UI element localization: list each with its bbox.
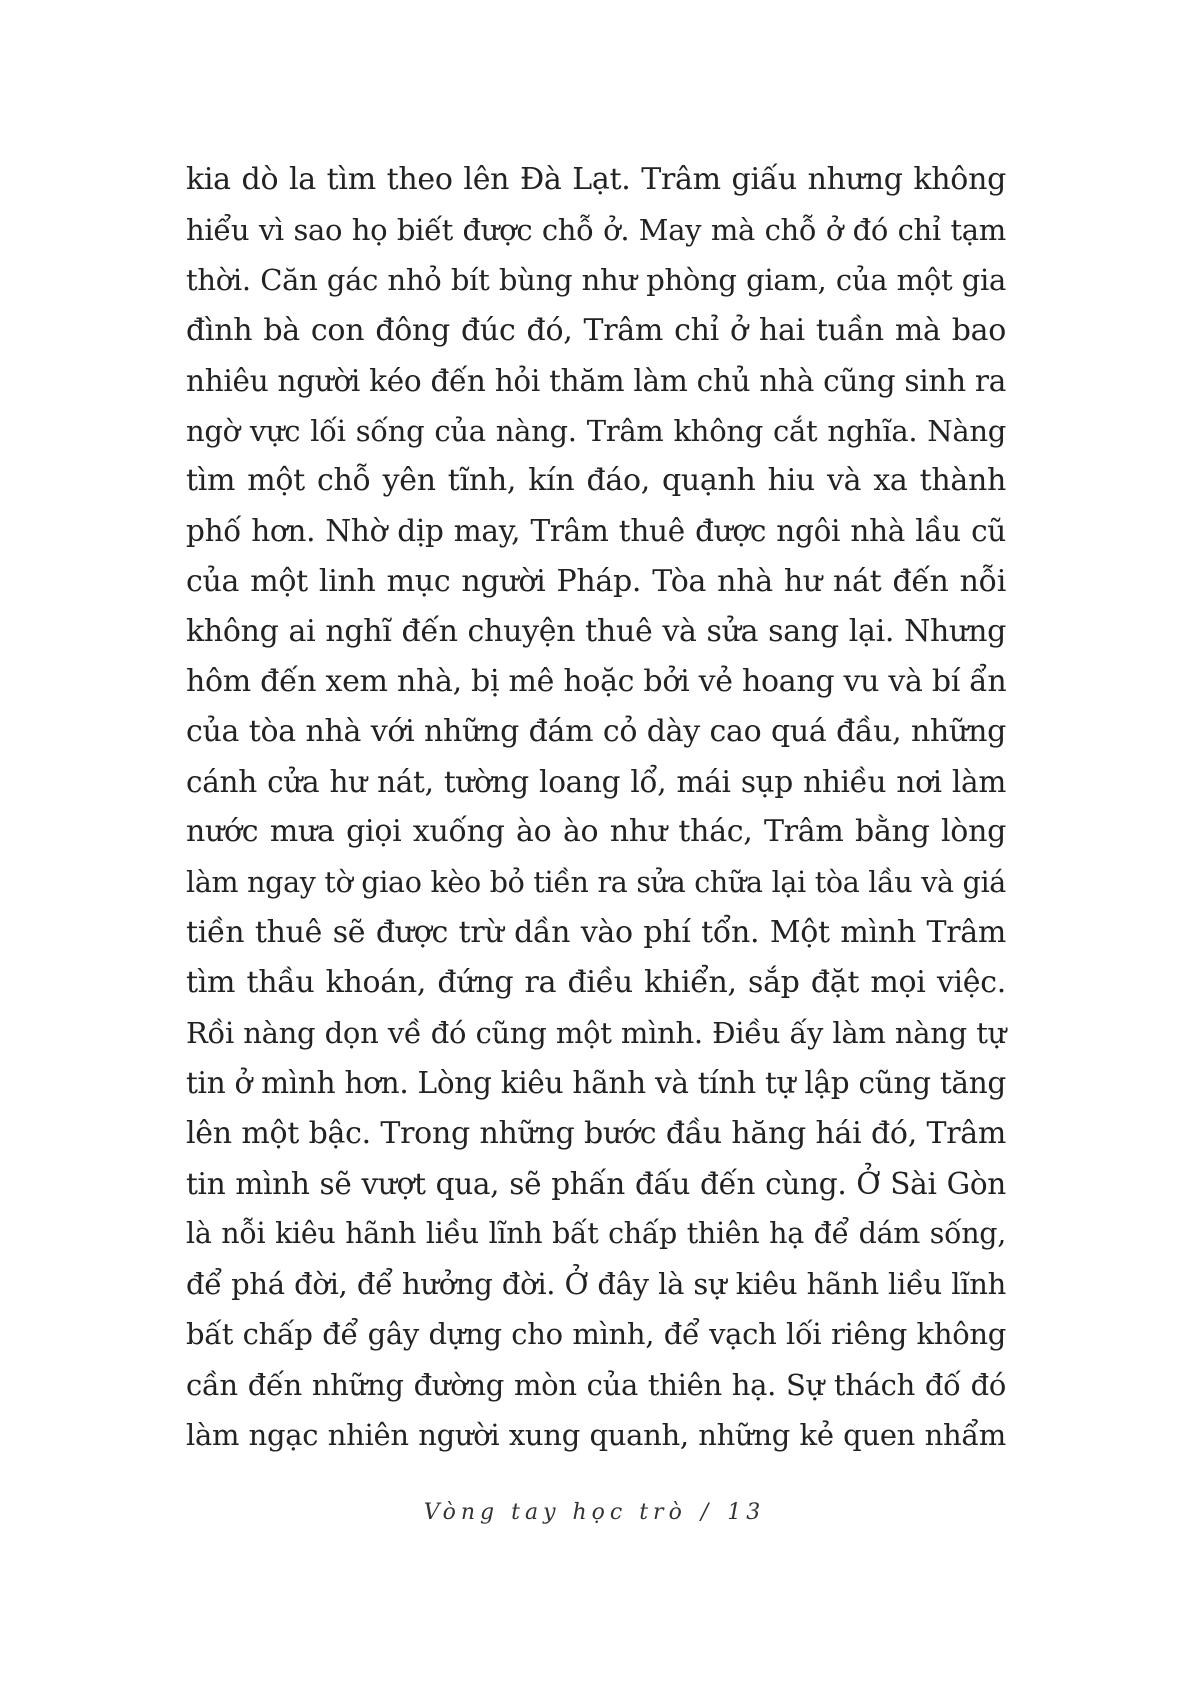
- body-text: [186, 155, 1006, 1460]
- text-line: bất chấp để gây dựng cho mình, để vạch lối riêng không: [186, 1317, 1006, 1352]
- text-line: không ai nghĩ đến chuyện thuê và sửa sang lại. Nhưng: [186, 613, 1006, 649]
- page-number: 13: [727, 1500, 766, 1525]
- text-line: Rồi nàng dọn về đó cũng một mình. Điều ấy làm nàng tự: [186, 1016, 1006, 1051]
- text-line: tin ở mình hơn. Lòng kiêu hãnh và tính tự lập cũng tăng: [186, 1066, 1006, 1101]
- text-line: nhiêu người kéo đến hỏi thăm làm chủ nhà cũng sinh ra: [186, 363, 1006, 398]
- text-line: là nỗi kiêu hãnh liều lĩnh bất chấp thiên hạ để dám sống,: [186, 1216, 1006, 1250]
- text-line: phố hơn. Nhờ dịp may, Trâm thuê được ngôi nhà lầu cũ: [186, 514, 1006, 549]
- text-line: ngờ vực lối sống của nàng. Trâm không cắt nghĩa. Nàng: [186, 413, 1006, 448]
- text-line: của tòa nhà với những đám cỏ dày cao quá đầu, những: [186, 714, 1006, 750]
- text-line: hiểu vì sao họ biết được chỗ ở. May mà chỗ ở đó chỉ tạm: [186, 213, 1006, 248]
- footer-separator: /: [700, 1500, 714, 1525]
- text-line: cần đến những đường mòn của thiên hạ. Sự thách đố đó: [186, 1367, 1006, 1402]
- text-line: kia dò la tìm theo lên Đà Lạt. Trâm giấu nhưng không: [186, 162, 1006, 197]
- running-footer: [0, 1500, 1189, 1525]
- text-line: tìm một chỗ yên tĩnh, kín đáo, quạnh hiu và xa thành: [186, 463, 1006, 499]
- text-line: làm ngạc nhiên người xung quanh, những kẻ quen nhẩm: [186, 1417, 1006, 1452]
- text-line: lên một bậc. Trong những bước đầu hăng hái đó, Trâm: [186, 1115, 1006, 1151]
- text-line: thời. Căn gác nhỏ bít bùng như phòng giam, của một gia: [186, 263, 1006, 298]
- text-line: nước mưa giọi xuống ào ào như thác, Trâm bằng lòng: [186, 814, 1006, 850]
- footer-book-title: Vòng tay học trò: [423, 1500, 687, 1525]
- text-line: hôm đến xem nhà, bị mê hoặc bởi vẻ hoang vu và bí ẩn: [186, 663, 1007, 699]
- text-line: của một linh mục người Pháp. Tòa nhà hư nát đến nỗi: [186, 563, 1006, 599]
- text-line: làm ngay tờ giao kèo bỏ tiền ra sửa chữa lại tòa lầu và giá: [186, 865, 1006, 899]
- text-line: tiền thuê sẽ được trừ dần vào phí tổn. Một mình Trâm: [186, 914, 1006, 950]
- text-line: để phá đời, để hưởng đời. Ở đây là sự kiêu hãnh liều lĩnh: [186, 1267, 1006, 1302]
- text-line: tìm thầu khoán, đứng ra điều khiển, sắp đặt mọi việc.: [186, 965, 1006, 1000]
- text-line: đình bà con đông đúc đó, Trâm chỉ ở hai tuần mà bao: [186, 312, 1006, 348]
- text-line: tin mình sẽ vượt qua, sẽ phấn đấu đến cùng. Ở Sài Gòn: [186, 1166, 1006, 1201]
- text-line: cánh cửa hư nát, tường loang lổ, mái sụp nhiều nơi làm: [186, 765, 1006, 800]
